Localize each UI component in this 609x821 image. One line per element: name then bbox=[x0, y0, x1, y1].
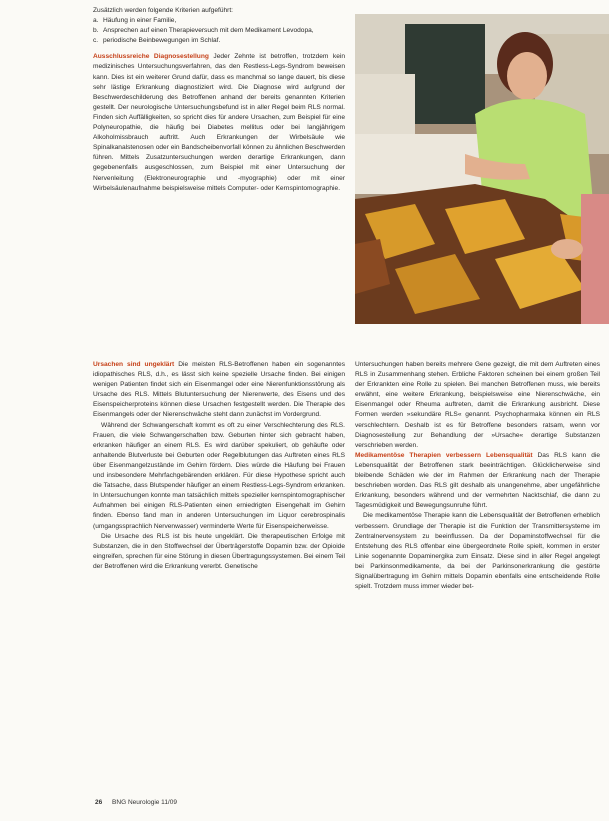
list-marker: b. bbox=[93, 27, 99, 35]
page-number: 26 bbox=[95, 799, 103, 806]
list-item-text: periodische Beinbewegungen im Schlaf. bbox=[103, 37, 221, 45]
paragraph: Während der Schwangerschaft kommt es oft zu einer Verschlechterung des RLS. Frauen, die viele Schwangerschaften bzw. Geburten hinter sich gebracht haben, erkranken häufiger an einem RLS. Es wird darüber spekuliert, ob gehäufte oder anhaltende Blutverluste bei Geburten oder Regelblutungen das Auftreten eines RLS über Eisenmangelzustände im Gehirn fördern. Dies würde die Häufung bei Frauen und insbesondere Mehrfachgebärenden erklären. Für diese Hypothese spricht auch die Tatsache, dass Blutspender häufiger an einem Restless-Legs-Syndrom erkranken. In Untersuchungen konnte man tatsächlich mittels spezieller kernspintomographischer Aufnahmen bei einigen RLS-Patienten einen erniedrigten Eisengehalt im Gehirn finden. Ebenso fand man in anderen Untersuchungen im Liquor cerebrospinalis (umgangssprachlich Nervenwasser) verminderte Werte für Eisenspeicherweisse. bbox=[93, 421, 345, 530]
paragraph: Untersuchungen haben bereits mehrere Gene gezeigt, die mit dem Auftreten eines RLS in Zusammenhang stehen. Erbliche Faktoren scheinen bei einem großen Teil der Erkrankten eine Rolle zu spielen. Bei manchen Betroffenen muss, wie bereits erwähnt, eine weitere Erkrankung, beispielsweise eine Nierenschwäche, ein Eisenmangel oder Rheuma auftreten, damit die Erkrankung ausbricht. Diese Formen werden »sekundäre RLS« genannt. Psychopharmaka können ein RLS verschlechtern. Deshalb ist es für Betroffene besonders ratsam, wenn vor Diagnosestellung zur Behandlung der »Ursache« derartige Substanzen verschrieben werden. bbox=[355, 361, 600, 449]
section-heading: Ausschlussreiche Diagnosestellung bbox=[93, 53, 209, 61]
paragraph: Die Ursache des RLS ist bis heute ungeklärt. Die therapeutischen Erfolge mit Substanzen, die in den Stoffwechsel der Überträgerstoffe Dopamin bzw. der Opioide eingreifen, sprechen für eine Störung in diesen Übertragungssystemen. Bei einem Teil der Betroffenen wird die Erkrankung vererbt. Genetische bbox=[93, 532, 345, 570]
section-diagnose bbox=[93, 52, 345, 193]
list-item-text: Häufung in einer Familie, bbox=[103, 17, 177, 25]
list-marker: c. bbox=[93, 37, 99, 45]
list-marker: a. bbox=[93, 17, 99, 25]
section-body: Das RLS kann die Lebensqualität der Betroffenen stark beeinträchtigen. Glücklicherweise sind bleibende Schäden wie der im Rahmen der Erkrankung nach der Therapie beschrieben worden. Das RLS gilt deshalb als unangenehme, aber ungefährliche Erkrankung, besonders während und der vermehrten Nacktschlaf, die dann zu Tagesmüdigkeit und Bewegungsunruhe führt. bbox=[355, 451, 600, 510]
section-ursachen bbox=[93, 360, 345, 421]
intro-text: Zusätzlich werden folgende Kriterien aufgeführt: bbox=[93, 7, 234, 14]
publication-name: BNG Neurologie 11/09 bbox=[112, 799, 177, 806]
column-top-left bbox=[93, 6, 345, 194]
section-body: Jeder Zehnte ist betroffen, trotzdem kein medizinisches Untersuchungsverfahren, das den Restless-Legs-Syndrom beweisen kann. Dies ist ein weiterer Grund dafür, dass es manchmal so lange dauert, bis diese sehr lästige Erkrankung diagnostiziert wird. Die Diagnose wird aufgrund der Beschwerdeschilderung des Betroffenen anhand der bereits genannten Kriterien gestellt. Der neurologische Untersuchungsbefund ist in aller Regel beim RLS normal. Finden sich Auffälligkeiten, so spricht dies für andere Ursachen, zum Beispiel für eine Polyneuropathie, die häufig bei Diabetes mellitus oder bei langjährigem Alkoholmissbrauch auftritt. Auch Erkrankungen der Wirbelsäule wie Spinalkanalstenosen oder ein Bandscheibenvorfall können zu ähnlichen Beschwerden führen. Mittels Zusatzuntersuchungen werden derartige Erkrankungen, dann gegebenenfalls ausgeschlossen, zum Beispiel mit einer Untersuchung der Nervenleitung (Elektroneurographie und -myographie) oder mit einer Wirbelsäulenaufnahme beispielsweise mittels Computer- oder Kernspintomographie. bbox=[93, 53, 345, 192]
photo-nurse-with-patient-icon bbox=[355, 14, 609, 324]
list-item bbox=[93, 26, 345, 36]
section-body: Die meisten RLS-Betroffenen haben ein sogenanntes idiopathisches RLS, d.h., es lässt sich keine spezielle Ursache finden. Bei einigen wenigen Patienten findet sich ein Eisenmangel oder eine Nierenfunktionsstörung als Ursache des RLS. Mittels Blutuntersuchung der Nierenwerte, des Eisens und des Eisenspeicherproteins können diese Ursachen festgestellt werden. Die Therapie des Eisenmangels oder der Nierenschwäche steht dann zunächst im Vordergrund. bbox=[93, 361, 345, 419]
section-therapie bbox=[355, 451, 600, 512]
column-bottom-right bbox=[355, 360, 600, 592]
list-item bbox=[93, 36, 345, 46]
article-photo bbox=[355, 14, 609, 324]
section-heading: Medikamentöse Therapien verbessern Lebensqualität bbox=[355, 451, 533, 459]
page-footer bbox=[95, 799, 177, 806]
section-heading: Ursachen sind ungeklärt bbox=[93, 361, 175, 368]
paragraph: Die medikamentöse Therapie kann die Lebensqualität der Betroffenen erheblich verbessern. Grundlage der Therapie ist die Funktion der Transmittersysteme im Zentralnervensystem zu beeinflussen. Da der Dopaminstoffwechsel für die Entstehung des RLS offenbar eine übergeordnete Rolle spielt, kommen in erster Linie sogenannte Dopaminergika zum Einsatz. Diese sind in aller Regel angelegt bei Parkinsonmedikamente, da bei der Parkinsonerkrankung die gestörte Signalübertragung im Gehirn mittels Dopamin ebenfalls eine entscheidende Rolle spielt. Trotzdem muss immer wieder bet- bbox=[355, 512, 600, 591]
column-bottom-left bbox=[93, 360, 345, 572]
criteria-list bbox=[93, 16, 345, 46]
list-item bbox=[93, 16, 345, 26]
list-item-text: Ansprechen auf einen Therapieversuch mit dem Medikament Levodopa, bbox=[103, 27, 314, 35]
